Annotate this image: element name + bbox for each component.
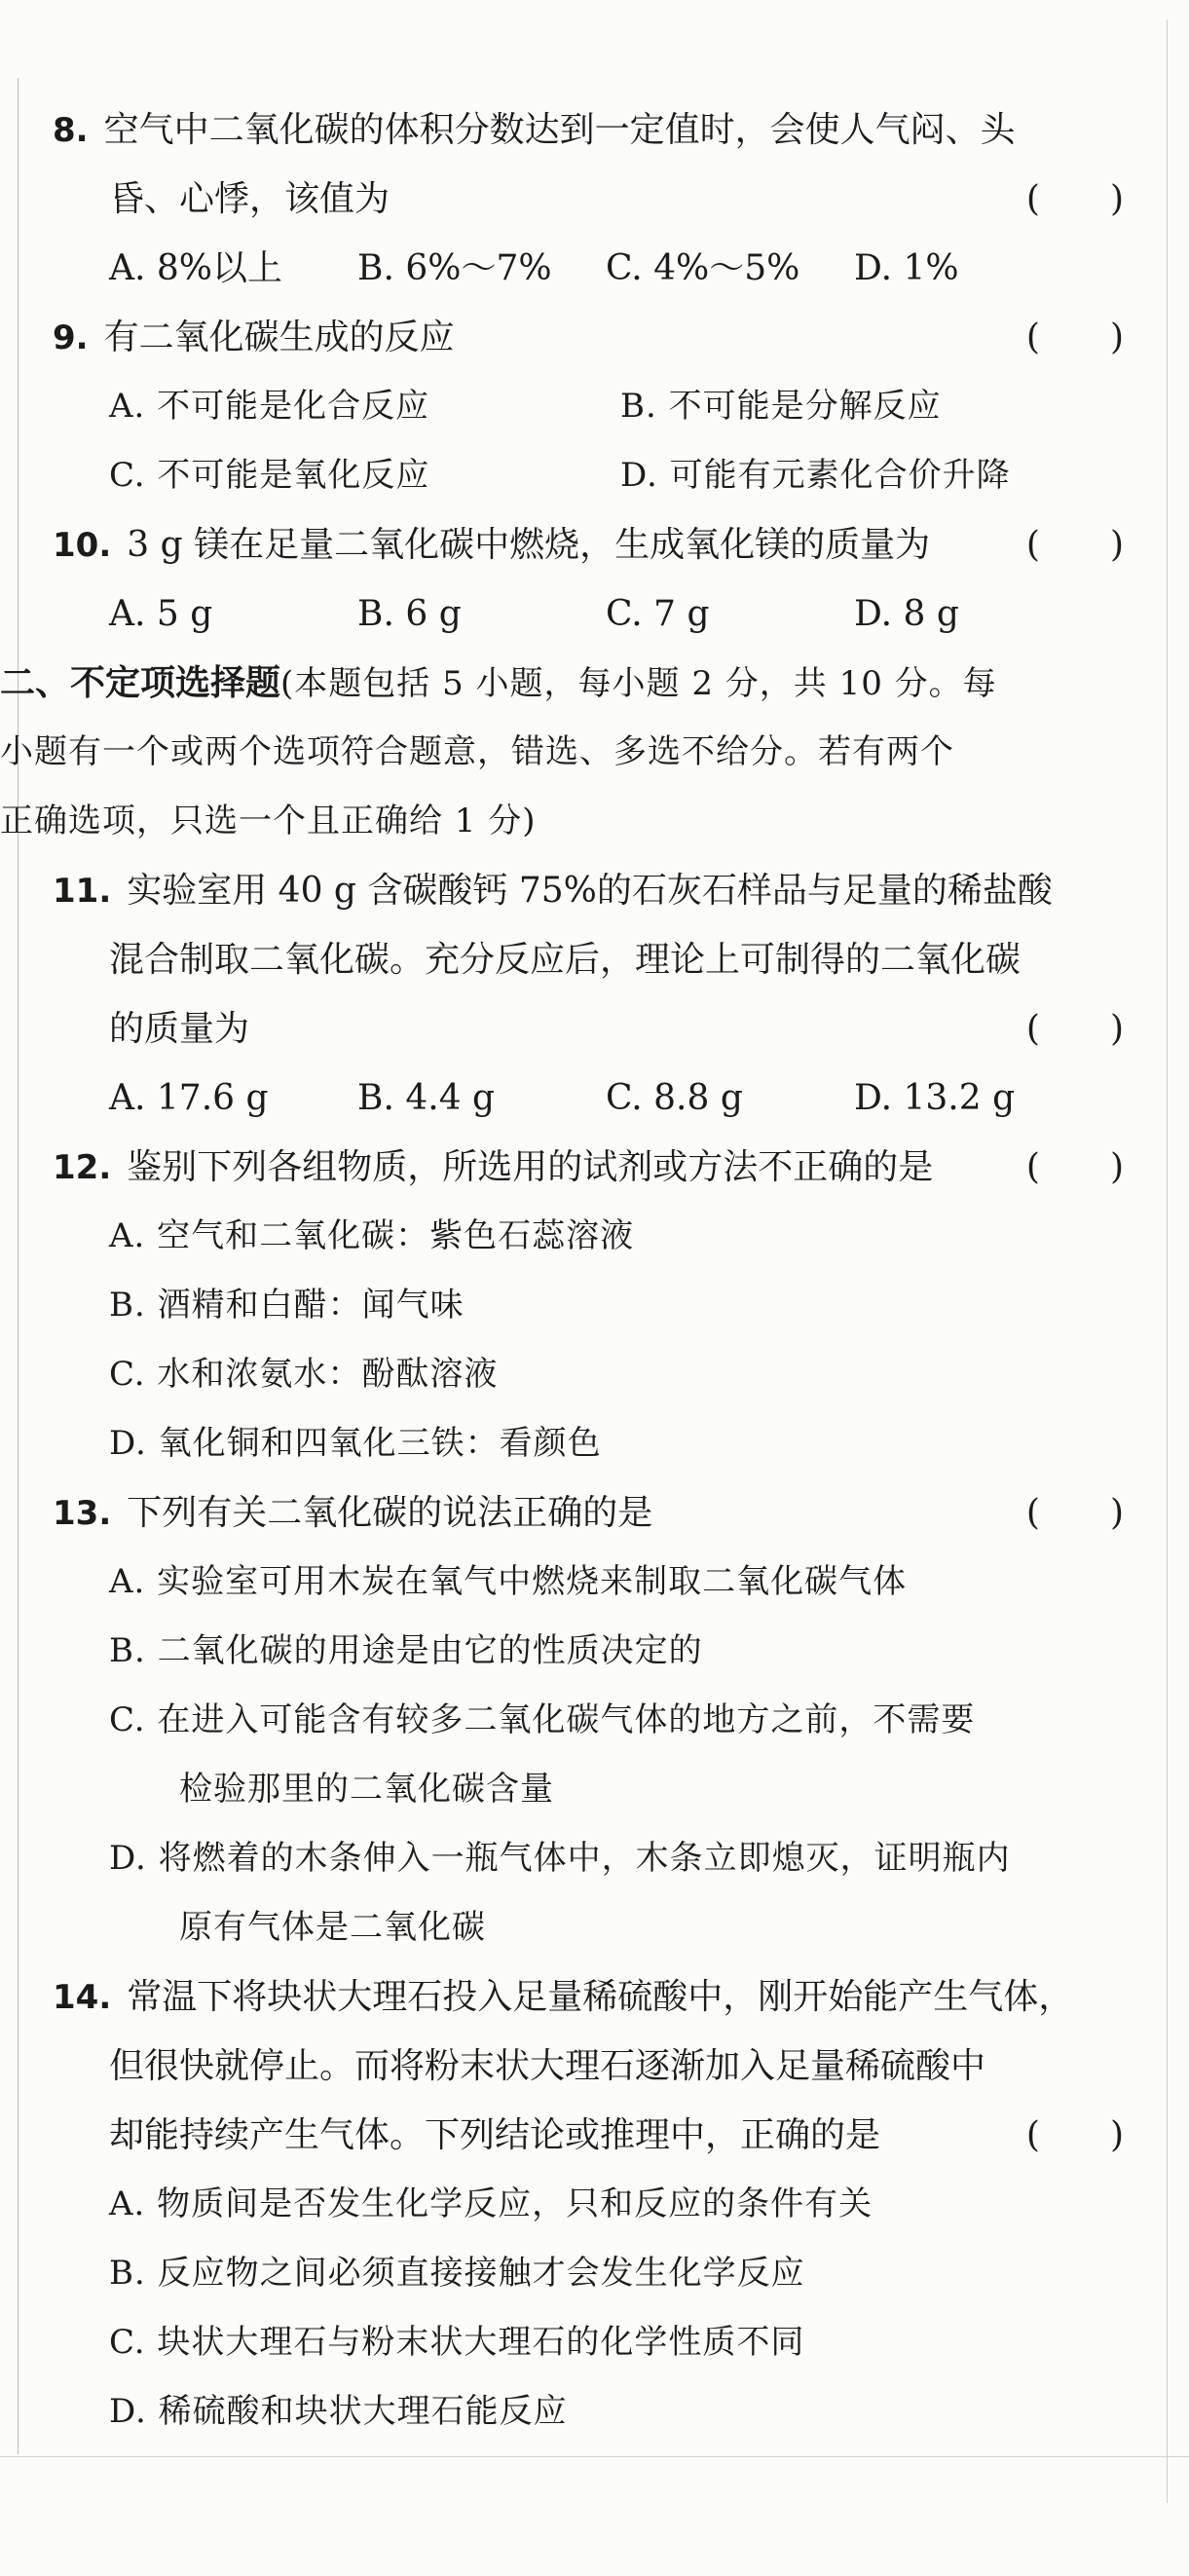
q13-option-d-part2: 原有气体是二氧化碳	[179, 1908, 486, 1947]
q8-option-c: C. 4%～5%	[606, 248, 800, 288]
q9-options-row2	[53, 441, 1124, 510]
q11-stem-line3: 的质量为	[109, 1009, 250, 1049]
q12-option-a: A. 空气和二氧化碳：紫色石蕊溶液	[109, 1216, 635, 1255]
q12-option-a-line	[53, 1202, 1124, 1271]
q13-option-a: A. 实验室可用木炭在氧气中燃烧来制取二氧化碳气体	[109, 1562, 908, 1601]
q14-stem-line3: 却能持续产生气体。下列结论或推理中，正确的是	[109, 2115, 881, 2155]
q12-number: 12.	[53, 1148, 112, 1187]
q13-option-c-line1	[53, 1686, 1124, 1755]
q10-option-a: A. 5 g	[109, 594, 213, 634]
section2-note-3: 正确选项，只选一个且正确给 1 分)	[0, 802, 537, 840]
q10-options	[53, 579, 1124, 649]
q8-option-a: A. 8%以上	[109, 248, 282, 288]
q12-option-c: C. 水和浓氨水：酚酞溶液	[109, 1355, 499, 1394]
q9-answer-bracket: ( )	[1025, 317, 1124, 357]
q14-stem-line2: 但很快就停止。而将粉末状大理石逐渐加入足量稀硫酸中	[109, 2046, 986, 2086]
q13-answer-bracket: ( )	[1025, 1493, 1124, 1533]
q10-line1	[53, 510, 1124, 579]
q10-option-d: D. 8 g	[854, 594, 959, 634]
q8-options	[53, 234, 1124, 303]
left-margin-rule	[18, 78, 19, 2454]
q10-option-c: C. 7 g	[606, 594, 710, 634]
q9-option-a: A. 不可能是化合反应	[109, 387, 430, 426]
q11-line1	[53, 856, 1124, 925]
q9-number: 9.	[53, 318, 89, 357]
q11-option-c: C. 8.8 g	[606, 1078, 743, 1118]
q14-option-b-line	[53, 2239, 1124, 2308]
q9-option-b: B. 不可能是分解反应	[620, 387, 942, 426]
q14-stem-line1: 常温下将块状大理石投入足量稀硫酸中，刚开始能产生气体，	[127, 1977, 1074, 2017]
q12-option-d: D. 氧化铜和四氧化三铁：看颜色	[109, 1424, 602, 1463]
section2-header-line2	[0, 718, 1124, 787]
q10-answer-bracket: ( )	[1025, 525, 1124, 565]
q14-number: 14.	[53, 1978, 112, 2017]
q10-stem: 3 g 镁在足量二氧化碳中燃烧，生成氧化镁的质量为	[127, 525, 931, 565]
q14-option-d: D. 稀硫酸和块状大理石能反应	[109, 2392, 568, 2431]
q11-answer-bracket: ( )	[1025, 1009, 1124, 1049]
q12-answer-bracket: ( )	[1025, 1147, 1124, 1187]
q8-answer-bracket: ( )	[1025, 179, 1124, 219]
q14-line3	[53, 2101, 1124, 2170]
q14-option-a-line	[53, 2170, 1124, 2239]
right-margin-rule	[1167, 19, 1168, 2503]
q11-line2	[53, 925, 1124, 994]
q13-option-b-line	[53, 1617, 1124, 1686]
q8-number: 8.	[53, 111, 89, 150]
q8-stem-line2: 昏、心悸，该值为	[109, 179, 390, 219]
q13-option-c-line2	[53, 1755, 1124, 1824]
q11-line3	[53, 994, 1124, 1064]
q8-option-d: D. 1%	[854, 248, 959, 288]
q12-option-b: B. 酒精和白醋：闻气味	[109, 1286, 464, 1325]
q8-line2	[53, 165, 1124, 234]
q9-options-row1	[53, 372, 1124, 441]
q11-option-b: B. 4.4 g	[357, 1078, 496, 1118]
q12-option-c-line	[53, 1340, 1124, 1409]
q11-option-d: D. 13.2 g	[854, 1078, 1016, 1118]
q13-option-d-line1	[53, 1824, 1124, 1893]
q13-option-d-line2	[53, 1893, 1124, 1962]
q8-stem-line1: 空气中二氧化碳的体积分数达到一定值时，会使人气闷、头	[103, 110, 1016, 150]
q13-option-d-part1: D. 将燃着的木条伸入一瓶气体中，木条立即熄灭，证明瓶内	[109, 1839, 1011, 1878]
q13-option-c-part1: C. 在进入可能含有较多二氧化碳气体的地方之前，不需要	[109, 1700, 976, 1739]
q14-line1	[53, 1962, 1124, 2032]
q14-option-d-line	[53, 2377, 1124, 2446]
q11-stem-line2: 混合制取二氧化碳。充分反应后，理论上可制得的二氧化碳	[109, 940, 1022, 980]
q9-option-c: C. 不可能是氧化反应	[109, 456, 430, 495]
q14-line2	[53, 2032, 1124, 2101]
section2-title: 二、不定项选择题	[0, 662, 281, 703]
section2-header-line1	[0, 649, 1124, 718]
section2-note-2: 小题有一个或两个选项符合题意，错选、多选不给分。若有两个	[0, 732, 954, 771]
q11-number: 11.	[53, 872, 112, 911]
q8-option-b: B. 6%～7%	[357, 248, 552, 288]
q10-option-b: B. 6 g	[357, 594, 462, 634]
q11-options	[53, 1064, 1124, 1133]
bottom-rule	[0, 2456, 1189, 2457]
q9-option-d: D. 可能有元素化合价升降	[620, 456, 1011, 495]
q14-answer-bracket: ( )	[1025, 2115, 1124, 2155]
q9-line1	[53, 303, 1124, 372]
q12-line1	[53, 1133, 1124, 1202]
q13-option-b: B. 二氧化碳的用途是由它的性质决定的	[109, 1631, 703, 1670]
section2-note-1: (本题包括 5 小题，每小题 2 分，共 10 分。每	[280, 664, 997, 703]
q13-line1	[53, 1478, 1124, 1548]
q14-option-a: A. 物质间是否发生化学反应，只和反应的条件有关	[109, 2184, 873, 2223]
q11-stem-line1: 实验室用 40 g 含碳酸钙 75%的石灰石样品与足量的稀盐酸	[127, 871, 1053, 911]
q11-option-a: A. 17.6 g	[109, 1078, 269, 1118]
q14-option-c: C. 块状大理石与粉末状大理石的化学性质不同	[109, 2323, 805, 2362]
q9-stem: 有二氧化碳生成的反应	[103, 317, 455, 357]
q13-stem: 下列有关二氧化碳的说法正确的是	[127, 1493, 653, 1533]
q12-stem: 鉴别下列各组物质，所选用的试剂或方法不正确的是	[127, 1147, 934, 1187]
q12-option-b-line	[53, 1271, 1124, 1340]
q13-number: 13.	[53, 1494, 112, 1533]
q13-option-c-part2: 检验那里的二氧化碳含量	[179, 1770, 554, 1809]
q13-option-a-line	[53, 1548, 1124, 1617]
q14-option-c-line	[53, 2308, 1124, 2377]
question-list	[0, 95, 1124, 2446]
q10-number: 10.	[53, 526, 112, 565]
q12-option-d-line	[53, 1409, 1124, 1478]
q8-line1	[53, 95, 1124, 165]
section2-header-line3	[0, 787, 1124, 856]
q14-option-b: B. 反应物之间必须直接接触才会发生化学反应	[109, 2254, 805, 2293]
